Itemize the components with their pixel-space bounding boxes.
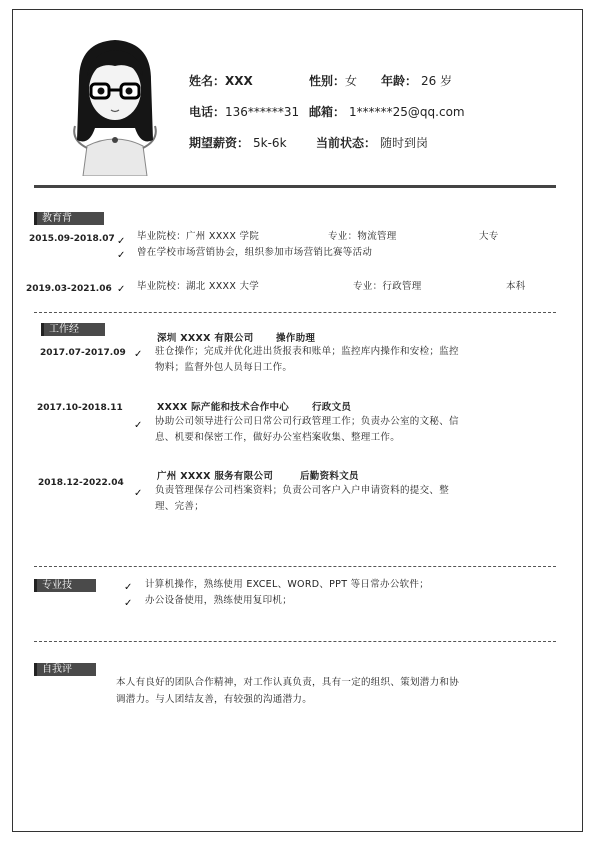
self-eval-section-title: 自我评 (34, 663, 96, 676)
education-section-title: 教育背 (34, 212, 104, 225)
status-field (316, 134, 428, 151)
education-degree-2: 本科 (506, 281, 526, 292)
gender-value: 女 (345, 74, 358, 88)
work-desc-2-line-2: 息、机要和保密工作，做好办公室档案收集、整理工作。 (155, 432, 401, 443)
salary-value: 5k-6k (253, 136, 287, 150)
resume-page (12, 9, 583, 832)
work-desc-3 (155, 483, 515, 515)
age-field (381, 72, 452, 89)
check-icon: ✓ (134, 488, 143, 499)
age-label: 年龄： (381, 74, 418, 88)
skill-item-2: 办公设备使用，熟练使用复印机； (145, 595, 293, 606)
status-value: 随时到岗 (380, 136, 429, 150)
work-desc-3-line-2: 理、完善； (155, 501, 205, 512)
education-major-1: 专业：物流管理 (328, 231, 397, 242)
work-position-1: 操作助理 (276, 333, 316, 344)
work-position-3: 后勤资料文员 (300, 471, 359, 482)
work-company-1: 深圳 XXXX 有限公司 (157, 333, 254, 344)
check-icon: ✓ (134, 420, 143, 431)
phone-label: 电话： (189, 105, 226, 119)
email-label: 邮箱： (309, 105, 346, 119)
email-value: 1******25@qq.com (349, 105, 465, 119)
name-field (189, 72, 253, 89)
work-desc-2-line-1: 协助公司领导进行公司日常公司行政管理工作；负责办公室的文秘、信 (155, 416, 459, 427)
education-note-1: 曾在学校市场营销协会，组织参加市场营销比赛等活动 (137, 247, 373, 258)
salary-field (189, 134, 287, 151)
self-eval-line-1: 本人有良好的团队合作精神，对工作认真负责，具有一定的组织、策划潜力和协 (116, 677, 460, 688)
check-icon: ✓ (134, 349, 143, 360)
education-date-1: 2015.09-2018.07 (29, 234, 115, 244)
check-icon: ✓ (117, 250, 126, 261)
work-desc-3-line-1: 负责管理保存公司档案资料；负责公司客户入户申请资料的提交、整 (155, 485, 450, 496)
education-major-2: 专业：行政管理 (353, 281, 422, 292)
skill-item-1: 计算机操作，熟练使用 EXCEL、WORD、PPT 等日常办公软件； (145, 579, 430, 590)
work-desc-1-line-2: 物料；监督外包人员每日工作。 (155, 362, 293, 373)
section-divider (34, 312, 556, 313)
name-value: XXX (225, 74, 253, 88)
work-date-3: 2018.12-2022.04 (38, 478, 124, 488)
header-divider (34, 185, 556, 188)
self-eval-line-2: 调潜力。与人团结友善，有较强的沟通潜力。 (116, 694, 313, 705)
self-eval-text (116, 674, 536, 708)
check-icon: ✓ (117, 284, 126, 295)
avatar (61, 28, 169, 176)
name-label: 姓名： (189, 74, 226, 88)
work-date-1: 2017.07-2017.09 (40, 348, 126, 358)
phone-field (189, 103, 299, 120)
work-company-2: XXXX 际产能和技术合作中心 (157, 402, 290, 413)
education-school-2: 毕业院校：湖北 XXXX 大学 (137, 281, 260, 292)
salary-label: 期望薪资： (189, 136, 250, 150)
phone-value: 136******31 (225, 105, 300, 119)
work-date-2: 2017.10-2018.11 (37, 403, 123, 413)
work-section-title: 工作经 (41, 323, 105, 336)
work-desc-2 (155, 414, 515, 446)
age-value: 26 岁 (421, 74, 453, 88)
work-desc-1 (155, 344, 515, 376)
section-divider (34, 566, 556, 567)
check-icon: ✓ (124, 582, 133, 593)
work-position-2: 行政文员 (312, 402, 352, 413)
work-desc-1-line-1: 驻仓操作；完成并优化进出货报表和账单；监控库内操作和安检；监控 (155, 346, 459, 357)
education-date-2: 2019.03-2021.06 (26, 284, 112, 294)
work-company-3: 广州 XXXX 服务有限公司 (157, 471, 274, 482)
gender-field (309, 72, 357, 89)
check-icon: ✓ (124, 598, 133, 609)
education-school-1: 毕业院校：广州 XXXX 学院 (137, 231, 260, 242)
email-field (309, 103, 465, 120)
education-degree-1: 大专 (479, 231, 499, 242)
status-label: 当前状态： (316, 136, 377, 150)
check-icon: ✓ (117, 236, 126, 247)
skills-section-title: 专业技 (34, 579, 96, 592)
section-divider (34, 641, 556, 642)
gender-label: 性别： (309, 74, 346, 88)
